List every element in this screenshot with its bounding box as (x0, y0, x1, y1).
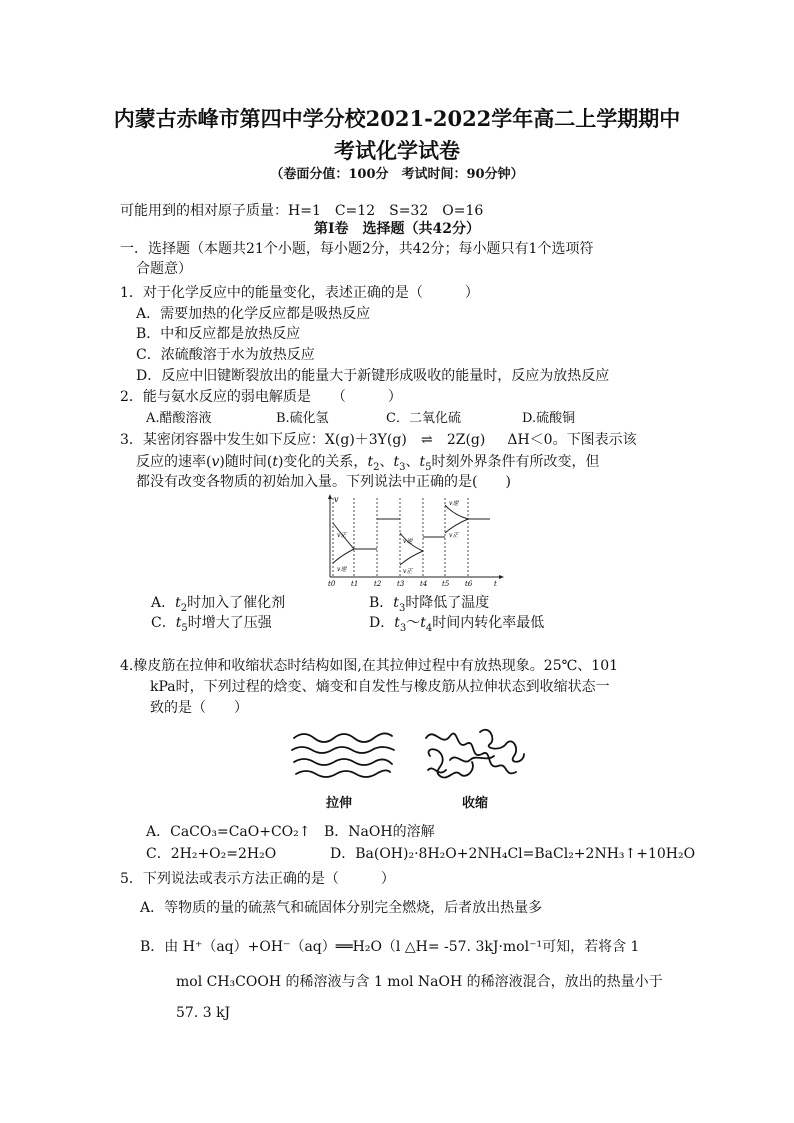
graph-label-vpos-3: v正 (449, 532, 459, 539)
q3-opt-b-var: t (393, 595, 399, 611)
q4-stem-line1: 4.橡皮筋在拉伸和收缩状态时结构如图,在其拉伸过程中有放热现象。25℃、101 (120, 658, 619, 674)
q3-number: 3．某密闭容器中发生如下反应： (120, 432, 325, 448)
q3-stem-line3: 都没有改变各物质的初始加入量。下列说法中正确的是( ) (136, 474, 511, 490)
q2-stem: 2．能与氨水反应的弱电解质是 （ ） (120, 389, 402, 405)
q4-option-b: B．NaOH的溶解 (324, 824, 435, 840)
graph-label-vpos-1: v正 (337, 532, 347, 539)
q2-option-d: D.硫酸铜 (522, 411, 576, 426)
q3-opt-d-var1: t (394, 615, 400, 631)
q3-opt-b-text: 时降低了温度 (405, 595, 490, 611)
exam-title-line2: 考试化学试卷 (334, 138, 460, 163)
instruction-line2: 合题意） (136, 261, 192, 277)
graph-label-vneg-1: v逆 (337, 566, 347, 573)
instruction-line1: 一．选择题（本题共21个小题，每小题2分，共42分；每小题只有1个选项符 (120, 241, 594, 257)
q1-option-b: B．中和反应都是放热反应 (136, 326, 301, 342)
graph-label-vneg-2: v逆 (403, 538, 413, 545)
q3-line2-part-b: )随时间( (219, 454, 273, 470)
q3-opt-b-sub: 3 (398, 602, 406, 614)
atomic-masses: 可能用到的相对原子质量：H=1 C=12 S=32 O=16 (120, 203, 484, 219)
graph-tick-t0: t0 (328, 580, 336, 587)
q5-option-a: A．等物质的量的硫蒸气和硫固体分别完全燃烧，后者放出热量多 (140, 900, 543, 916)
graph-y-axis-label: v (334, 495, 339, 504)
label-stretch: 拉伸 (326, 796, 353, 811)
section-header: 第Ⅰ卷 选择题（共42分） (313, 221, 481, 237)
q3-equation-right: 2Z(g) (446, 432, 486, 448)
q3-rate-time-graph (318, 493, 508, 587)
q3-option-a (151, 593, 285, 613)
q4-stem-line3: 致的是（ ） (150, 700, 248, 716)
q3-option-b (369, 593, 489, 613)
q5-stem: 5．下列说法或表示方法正确的是（ ） (120, 871, 395, 887)
q3-equation-left: X(g)＋3Y(g) (324, 432, 407, 448)
q3-option-d (369, 613, 544, 633)
stretched-rubber-band-figure (290, 728, 396, 780)
q3-sep-1: 、 (379, 454, 394, 470)
graph-tick-t4: t4 (420, 580, 428, 587)
q3-sub-5: 5 (425, 461, 432, 473)
q3-sep-2: 、 (405, 454, 420, 470)
q3-line2-part-a: 反应的速率( (136, 454, 212, 470)
q3-stem-line2 (136, 452, 599, 472)
q3-opt-a-letter: A． (151, 595, 176, 611)
q1-stem: 1．对于化学反应中的能量变化，表述正确的是（ ） (120, 285, 479, 301)
exam-title-line1: 内蒙古赤峰市第四中学分校2021-2022学年高二上学期期中 (113, 106, 681, 131)
q4-option-c: C．2H₂+O₂=2H₂O (146, 846, 277, 862)
q3-line2-part-d: 时刻外界条件有所改变，但 (431, 454, 600, 470)
q3-var-t2: t (367, 454, 374, 470)
q5-option-b-line3: 57. 3 kJ (176, 1005, 231, 1021)
q4-option-d: D．Ba(OH)₂·8H₂O+2NH₄Cl=BaCl₂+2NH₃↑+10H₂O (330, 846, 696, 862)
q3-option-c (151, 613, 272, 633)
exam-subtitle: （卷面分值：100分 考试时间：90分钟） (270, 167, 524, 182)
q3-sub-2: 2 (373, 461, 380, 473)
q3-opt-d-text: 时间内转化率最低 (432, 615, 545, 631)
q3-opt-c-letter: C． (151, 615, 176, 631)
graph-tick-t5: t5 (442, 580, 450, 587)
graph-tick-t1: t1 (351, 580, 359, 587)
q3-var-t3: t (393, 454, 400, 470)
q4-option-a: A．CaCO₃=CaO+CO₂↑ (146, 824, 311, 840)
q3-opt-d-var2: t (420, 615, 426, 631)
q3-opt-d-sub2: 4 (425, 622, 433, 634)
q3-sub-3: 3 (399, 461, 406, 473)
q2-option-a: A.醋酸溶液 (146, 411, 212, 426)
q1-option-c: C．浓硫酸溶于水为放热反应 (136, 347, 315, 363)
contracted-rubber-band-figure (420, 726, 528, 786)
graph-tick-t6: t6 (465, 580, 473, 587)
graph-tick-t2: t2 (374, 580, 382, 587)
q3-opt-c-var: t (175, 615, 182, 631)
q5-option-b-line2: mol CH₃COOH 的稀溶液与含 1 mol NaOH 的稀溶液混合，放出的热量小于 (176, 974, 663, 990)
q3-opt-a-var: t (175, 595, 181, 611)
graph-label-vpos-2: v正 (403, 568, 413, 575)
q1-option-d: D．反应中旧键断裂放出的能量大于新键形成吸收的能量时，反应为放热反应 (136, 368, 610, 384)
q3-opt-d-letter: D． (369, 615, 395, 631)
label-shrink: 收缩 (462, 796, 489, 811)
q3-opt-d-sub1: 3 (399, 622, 407, 634)
q3-opt-c-text: 时增大了压强 (187, 615, 272, 631)
equilibrium-arrow-icon: ⇌ (420, 432, 433, 448)
q3-var-v: v (211, 454, 220, 470)
q2-option-b: B.硫化氢 (276, 411, 329, 426)
q3-opt-c-sub: 5 (181, 622, 188, 634)
graph-tick-t3: t3 (397, 580, 405, 587)
q3-opt-a-text: 时加入了催化剂 (187, 595, 286, 611)
q3-opt-d-tilde: ～ (406, 615, 421, 631)
q3-var-t: t (272, 454, 278, 470)
q3-var-t5: t (419, 454, 426, 470)
q3-enthalpy: ΔH＜0。下图表示该 (507, 432, 637, 448)
q4-stem-line2: kPa时，下列过程的焓变、熵变和自发性与橡皮筋从拉伸状态到收缩状态一 (150, 679, 610, 695)
q3-stem-line1 (120, 430, 637, 450)
q3-opt-a-sub: 2 (180, 602, 188, 614)
graph-label-vneg-3: v逆 (449, 500, 459, 507)
q3-opt-b-letter: B． (369, 595, 394, 611)
q2-option-c: C．二氧化硫 (386, 411, 461, 426)
q1-option-a: A．需要加热的化学反应都是吸热反应 (136, 306, 371, 322)
q3-line2-part-c: )变化的关系， (277, 454, 368, 470)
graph-tick-t: t (494, 580, 497, 587)
q5-option-b-line1: B．由 H⁺（aq）+OH⁻（aq）══H₂O（l △H= -57. 3kJ·mol⁻¹可知，若将含 1 (140, 939, 640, 955)
